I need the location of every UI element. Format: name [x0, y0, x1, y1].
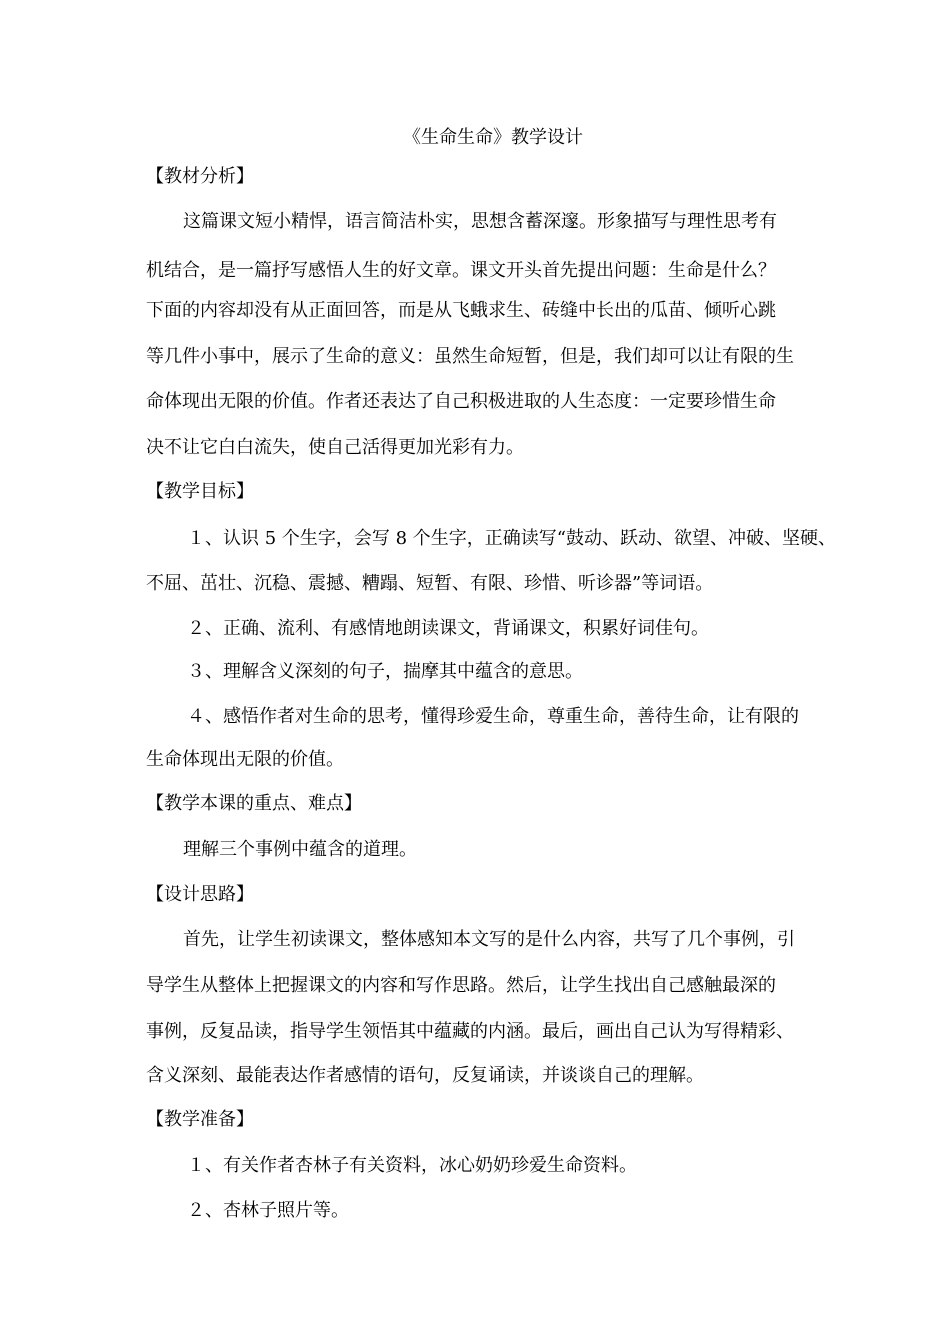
paragraph-line: 命体现出无限的价值。作者还表达了自己积极进取的人生态度：一定要珍惜生命 [146, 391, 776, 412]
document-title [0, 126, 950, 150]
paragraph-line: 理解三个事例中蕴含的道理。 [183, 839, 417, 860]
goal-item-line: ３、理解含义深刻的句子，揣摩其中蕴含的意思。 [187, 661, 583, 682]
paragraph-line: 导学生从整体上把握课文的内容和写作思路。然后，让学生找出自己感触最深的 [146, 975, 776, 996]
paragraph-line: 下面的内容却没有从正面回答，而是从飞蛾求生、砖缝中长出的瓜苗、倾听心跳 [146, 300, 776, 321]
paragraph-line: 等几件小事中，展示了生命的意义：虽然生命短暂，但是，我们却可以让有限的生 [146, 346, 794, 367]
paragraph-line: 决不让它白白流失，使自己活得更加光彩有力。 [146, 437, 524, 458]
goal-item-line: ２、正确、流利、有感情地朗读课文，背诵课文，积累好词佳句。 [187, 618, 709, 639]
goal-item-line: １、认识 5 个生字，会写 8 个生字，正确读写“鼓动、跃动、欲望、冲破、坚硬、 [187, 528, 836, 549]
paragraph-line: 机结合，是一篇抒写感悟人生的好文章。课文开头首先提出问题：生命是什么？ [146, 260, 776, 281]
section-heading-key-points: 【教学本课的重点、难点】 [146, 793, 362, 814]
section-heading-design-ideas: 【设计思路】 [146, 884, 254, 905]
preparation-item-line: １、有关作者杏林子有关资料，冰心奶奶珍爱生命资料。 [187, 1155, 637, 1176]
section-heading-preparation: 【教学准备】 [146, 1109, 254, 1130]
paragraph-line: 首先，让学生初读课文，整体感知本文写的是什么内容，共写了几个事例，引 [183, 929, 795, 950]
goal-item-line: 不屈、茁壮、沉稳、震撼、糟蹋、短暂、有限、珍惜、听诊器”等词语。 [146, 573, 714, 594]
section-heading-teaching-goals: 【教学目标】 [146, 481, 254, 502]
paragraph-line: 事例，反复品读，指导学生领悟其中蕴藏的内涵。最后，画出自己认为写得精彩、 [146, 1021, 794, 1042]
paragraph-line: 含义深刻、最能表达作者感情的语句，反复诵读，并谈谈自己的理解。 [146, 1065, 704, 1086]
document-title-text: 《生命生命》教学设计 [403, 127, 583, 148]
paragraph-line: 这篇课文短小精悍，语言简洁朴实，思想含蓄深邃。形象描写与理性思考有 [183, 211, 777, 232]
preparation-item-line: ２、杏林子照片等。 [187, 1200, 349, 1221]
goal-item-line: ４、感悟作者对生命的思考，懂得珍爱生命，尊重生命，善待生命，让有限的 [187, 706, 799, 727]
goal-item-line: 生命体现出无限的价值。 [146, 749, 344, 770]
section-heading-textbook-analysis: 【教材分析】 [146, 166, 254, 187]
